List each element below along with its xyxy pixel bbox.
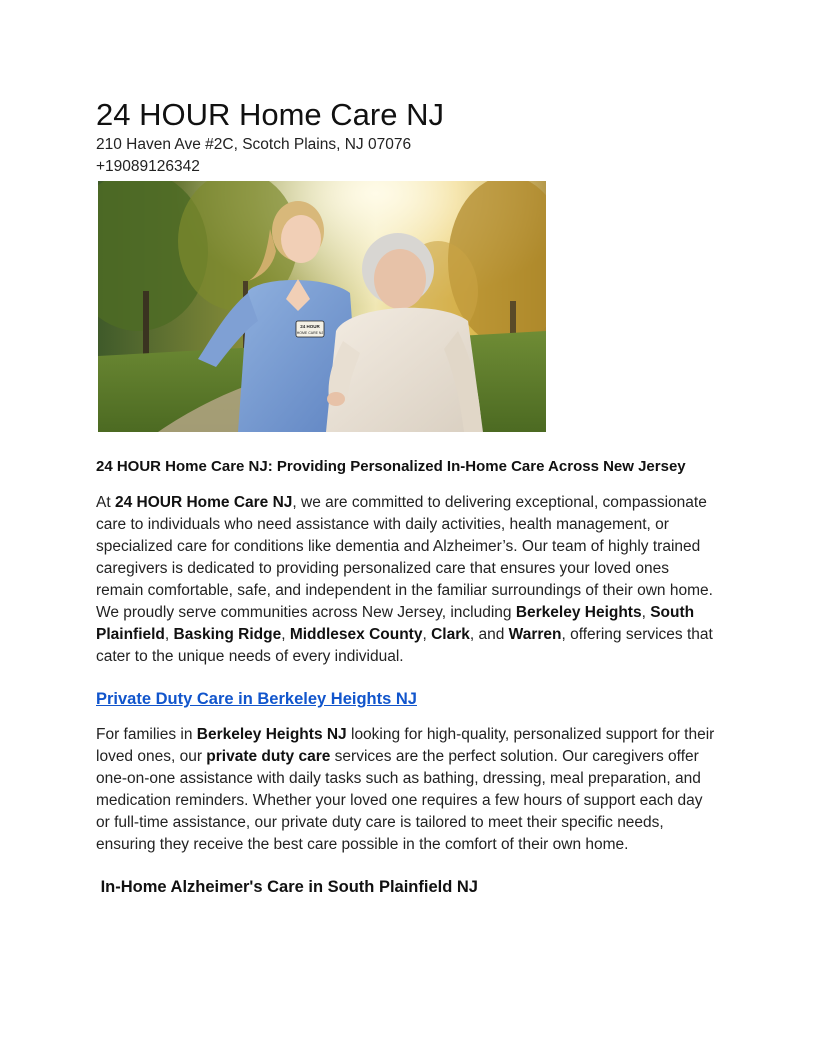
intro-paragraph: At 24 HOUR Home Care NJ, we are committed to delivering exceptional, compassionate care to individuals who need assistance with daily activities, health management, or specialized care for conditions like dementia and Alzheimer’s. Our team of highly trained caregivers is dedicated to providing personalized care that ensures your loved ones remain comfortable, safe, and independent in the familiar surroundings of their own home. We proudly serve communities across New Jersey, including Berkeley Heights, South Plainfield, Basking Ridge, Middlesex County, Clark, and Warren, offering services that cater to the unique needs of every individual. [96,494,713,665]
business-address: 210 Haven Ave #2C, Scotch Plains, NJ 07076 [96,136,412,153]
private-duty-service: private duty care [206,748,331,765]
private-duty-heading [96,688,720,710]
intro-heading: 24 HOUR Home Care NJ: Providing Personalized In-Home Care Across New Jersey [96,458,686,475]
intro-city-basking-ridge: Basking Ridge [173,626,282,643]
intro-city-south-plainfield: South Plainfield [96,604,695,643]
private-duty-link[interactable]: Private Duty Care in Berkeley Heights NJ [96,690,417,708]
badge-text-line2: HOME CARE NJ [296,331,324,335]
intro-city-middlesex-county: Middlesex County [289,626,423,643]
private-duty-city: Berkeley Heights NJ [196,726,347,743]
badge-text-line1: 24 HOUR [300,324,320,329]
intro-business-name: 24 HOUR Home Care NJ [114,494,293,511]
intro-city-clark: Clark [431,626,470,643]
page-title: 24 HOUR Home Care NJ [96,97,444,132]
alzheimers-heading: In-Home Alzheimer's Care in South Plainfield NJ [96,878,478,896]
caregiver-photo [98,181,546,432]
document-content [96,96,720,898]
intro-city-berkeley-heights: Berkeley Heights [515,604,642,621]
business-phone: +19089126342 [96,158,200,175]
private-duty-paragraph: For families in Berkeley Heights NJ looking for high-quality, personalized support for their loved ones, our private duty care services are the perfect solution. Our caregivers offer one-on-one assistance with daily tasks such as bathing, dressing, meal preparation, and medication reminders. Whether your loved one requires a few hours of support each day or full-time assistance, our private duty care is tailored to meet their specific needs, ensuring they receive the best care possible in the comfort of their own home. [96,726,715,853]
intro-city-warren: Warren [508,626,562,643]
